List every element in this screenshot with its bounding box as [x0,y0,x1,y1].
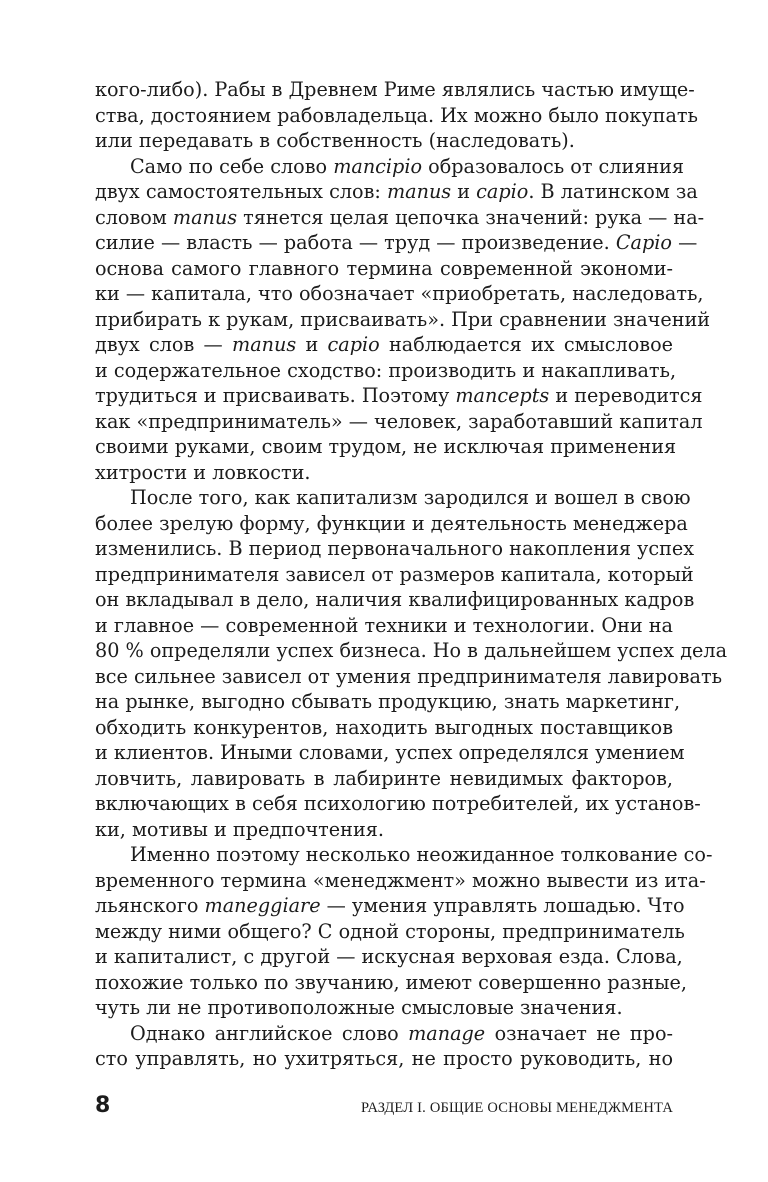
text-line [95,1021,673,1047]
text-line: он вкладывал в дело, наличия квалифицированных кадров [95,588,695,611]
text-run: означает не про- [485,1021,673,1045]
text-run: словом [95,205,173,229]
italic-term: manus [172,205,238,229]
text-line [95,205,705,231]
text-line: ловчить, лавировать в лабиринте невидимых факторов, [95,766,673,790]
text-line: между ними общего? С одной стороны, предприниматель [95,919,685,943]
text-run: Само по себе слово [130,154,334,178]
text-line: предпринимателя зависел от размеров капитала, который [95,562,694,586]
text-line: своими руками, своим трудом, не исключая применения [95,435,677,458]
text-line: сто управлять, но ухитряться, не просто руководить, но [95,1047,673,1070]
italic-term: mancipio [333,154,423,178]
text-run: и переводится [549,384,703,407]
italic-term: manage [408,1021,486,1045]
text-line [95,893,685,919]
text-line [95,230,698,256]
italic-term: manus [232,333,297,356]
text-line: ки — капитала, что обозначает «приобретать, наследовать, [95,282,704,305]
text-line: прибирать к рукам, присваивать». При сравнении значений [95,307,711,331]
text-line: похожие только по звучанию, имеют совершенно разные, [95,970,688,994]
text-line: как «предприниматель» — человек, заработавший капитал [95,409,703,433]
italic-term: maneggiare [204,894,321,917]
text-line: изменились. В период первоначального накопления успех [95,537,695,560]
text-run: тянется целая цепочка значений: рука — на- [237,205,705,229]
text-run: наблюдается их смысловое [379,333,673,356]
text-run: льянского [95,894,205,917]
italic-term: capio [476,180,529,203]
italic-term: capio [327,333,380,356]
text-line: и клиентов. Иными словами, успех определялся умением [95,741,685,764]
text-run: — [671,231,698,254]
text-run: двух самостоятельных слов: [95,180,387,203]
text-line: включающих в себя психологию потребителей, их установ- [95,792,701,815]
text-line: ки, мотивы и предпочтения. [95,817,384,841]
text-line: основа самого главного термина современной экономи- [95,256,673,280]
text-run: — умения управлять лошадью. Что [320,894,685,917]
text-run: образовалось от слияния [422,154,685,178]
text-line: и капиталист, с другой — искусная верховая езда. Слова, [95,945,683,968]
text-line: на рынке, выгодно сбывать продукцию, знать маркетинг, [95,690,681,713]
text-run: Однако английское слово [130,1021,409,1045]
text-line: более зрелую форму, функции и деятельность менеджера [95,511,688,535]
text-run: двух слов — [95,333,232,356]
text-run: силие — власть — работа — труд — произведение. [95,231,616,254]
text-run: и [296,333,328,356]
italic-term: mancepts [455,384,550,407]
text-line [95,154,685,180]
text-line: и главное — современной техники и технологии. Они на [95,613,673,637]
text-line: ства, достоянием рабовладельца. Их можно было покупать [95,103,698,127]
text-line [95,332,673,358]
text-line: временного термина «менеджмент» можно вывести из ита- [95,868,706,892]
text-line: кого-либо). Рабы в Древнем Риме являлись частью имуще- [95,78,695,101]
text-line [95,179,698,205]
running-footer-section-title: РАЗДЕЛ I. ОБЩИЕ ОСНОВЫ МЕНЕДЖМЕНТА [361,1100,673,1116]
text-line: и содержательное сходство: производить и накапливать, [95,358,677,382]
text-line: все сильнее зависел от умения предпринимателя лавировать [95,664,723,688]
page-number: 8 [95,1093,111,1118]
page-body-text [95,77,728,1072]
text-line: обходить конкурентов, находить выгодных поставщиков [95,715,673,739]
text-line [95,383,703,409]
text-line: Именно поэтому несколько неожиданное толкование со- [130,843,713,866]
text-line: или передавать в собственность (наследовать). [95,129,575,152]
text-run: . В латинском за [528,180,698,203]
text-line: После того, как капитализм зародился и вошел в свою [130,486,691,509]
text-line: чуть ли не противоположные смысловые значения. [95,996,623,1019]
italic-term: manus [386,180,452,203]
text-run: трудиться и присваивать. Поэтому [95,384,456,407]
italic-term: Capio [615,231,672,254]
text-line: хитрости и ловкости. [95,460,311,484]
text-line: 80 % определяли успех бизнеса. Но в дальнейшем успех дела [95,639,728,662]
text-run: и [451,180,477,203]
